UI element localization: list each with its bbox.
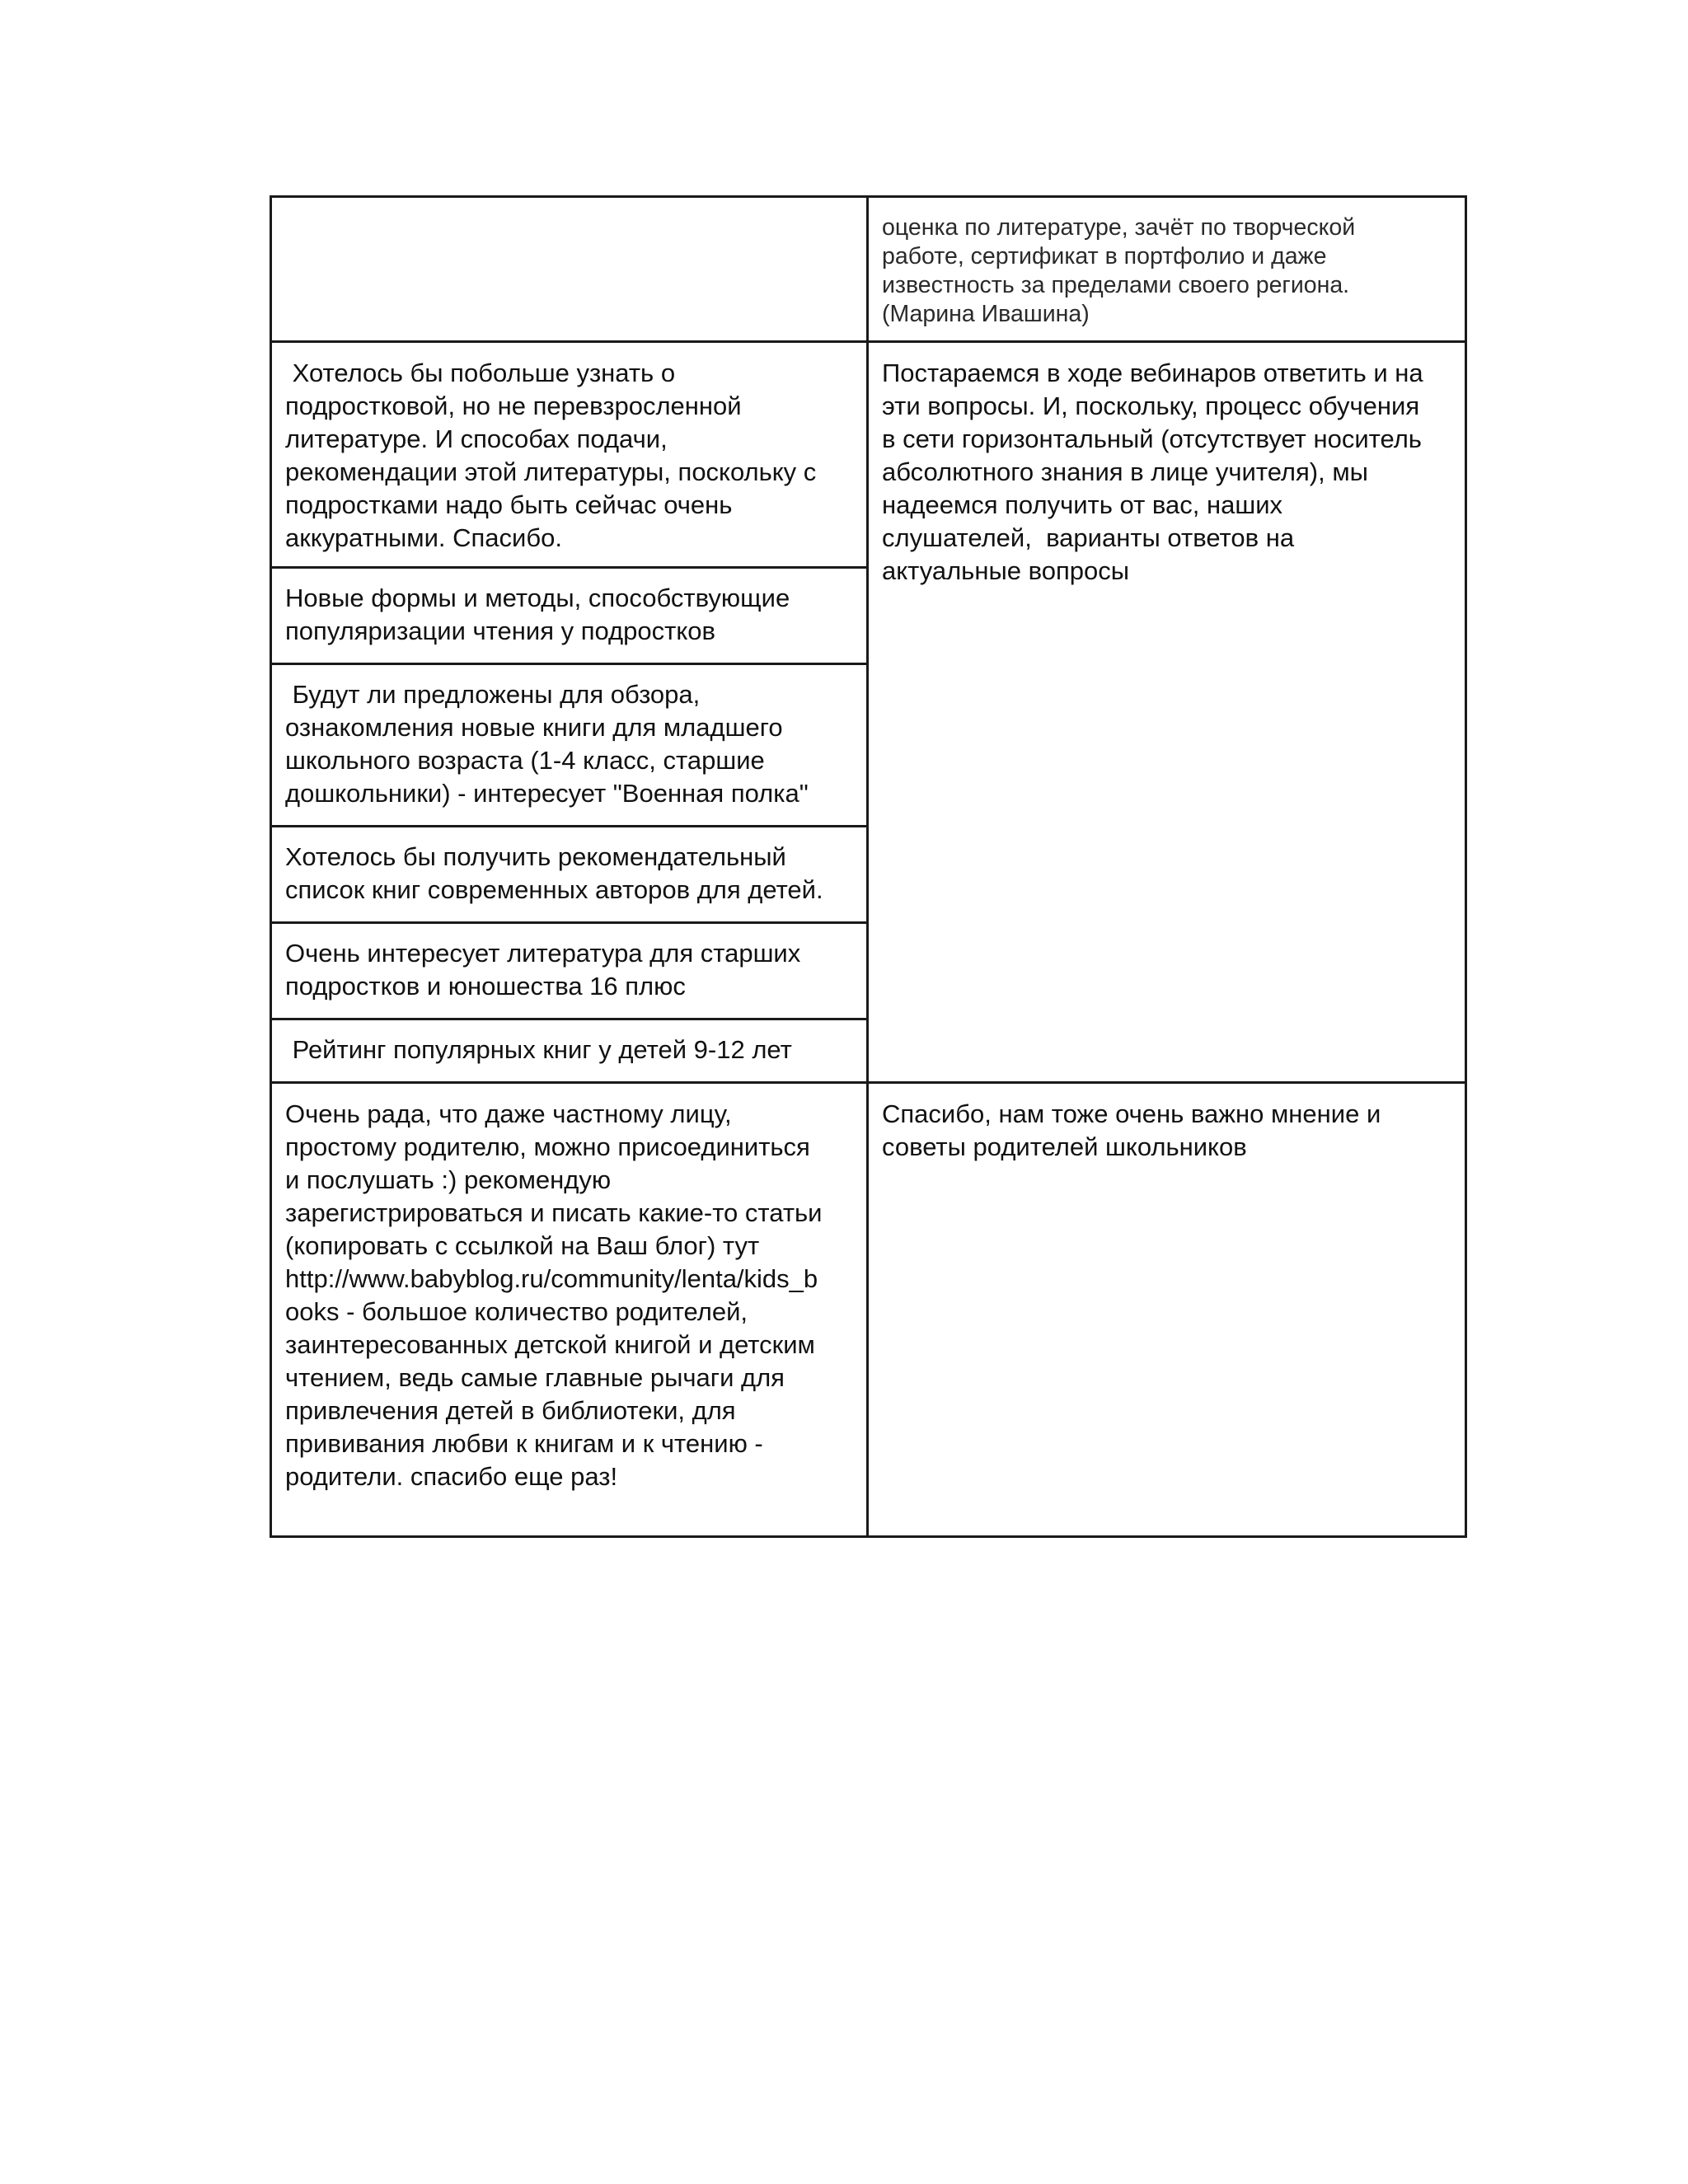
question-cell: Хотелось бы получить рекомендательный список книг современных авторов для детей. [271, 827, 868, 923]
feedback-table [270, 195, 1467, 1538]
question-cell: Хотелось бы побольше узнать о подростковой, но не перевзросленной литературе. И способах подачи, рекомендации этой литературы, поскольку с подростками надо быть сейчас очень аккуратными. Спасибо. [271, 342, 868, 568]
table-row [271, 342, 1466, 568]
answer-cell: Постараемся в ходе вебинаров ответить и на эти вопросы. И, поскольку, процесс обучения в сети горизонтальный (отсутствует носитель абсолютного знания в лице учителя), мы надеемся получить от вас, наших слушателей, варианты ответов на актуальные вопросы [868, 342, 1466, 1083]
table-row [271, 197, 1466, 342]
table-row [271, 1083, 1466, 1537]
answer-cell: оценка по литературе, зачёт по творческой работе, сертификат в портфолио и даже известность за пределами своего региона. (Марина Ивашина) [868, 197, 1466, 342]
question-cell: Новые формы и методы, способствующие популяризации чтения у подростков [271, 568, 868, 664]
question-cell: Очень интересует литература для старших подростков и юношества 16 плюс [271, 923, 868, 1019]
question-cell [271, 197, 868, 342]
question-cell: Рейтинг популярных книг у детей 9-12 лет [271, 1019, 868, 1083]
question-cell: Очень рада, что даже частному лицу, простому родителю, можно присоединиться и послушать :) рекомендую зарегистрироваться и писать какие-то статьи (копировать с ссылкой на Ваш блог) тут http://www.babyblog.ru/community/lenta/kids_b ooks - большое количество родителей, заинтересованных детской книгой и детским чтением, ведь самые главные рычаги для привлечения детей в библиотеки, для прививания любви к книгам и к чтению - родители. спасибо еще раз! [271, 1083, 868, 1537]
question-cell: Будут ли предложены для обзора, ознакомления новые книги для младшего школьного возраста (1-4 класс, старшие дошкольники) - интересует "Военная полка" [271, 664, 868, 827]
answer-cell: Спасибо, нам тоже очень важно мнение и советы родителей школьников [868, 1083, 1466, 1537]
